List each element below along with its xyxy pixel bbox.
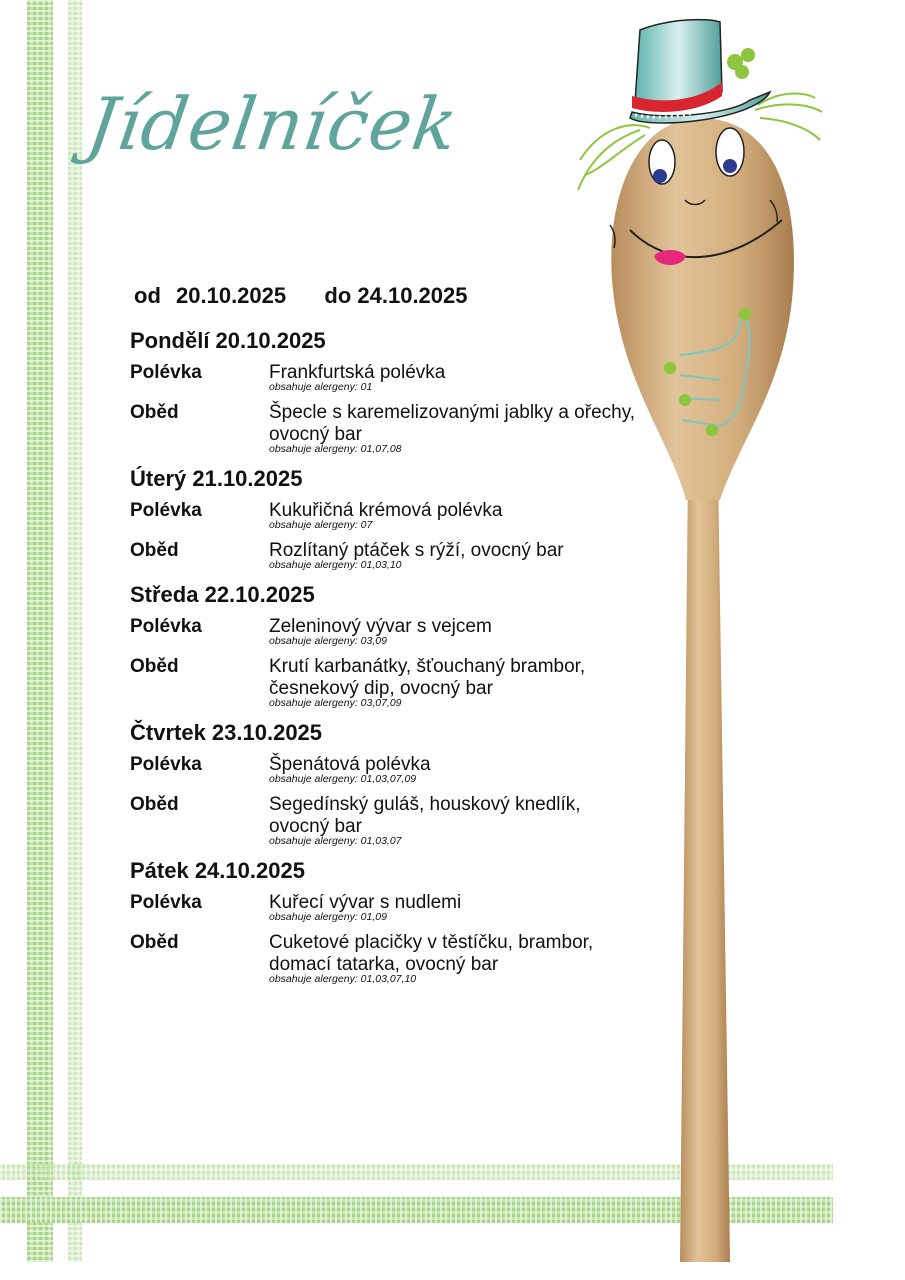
border-stripe-left-thin [68, 0, 82, 1262]
allergen-note: obsahuje alergeny: 01,09 [269, 911, 387, 923]
main-dish-line: Rozlítaný ptáček s rýží, ovocný bar [269, 540, 564, 561]
day-title: Pondělí 20.10.2025 [130, 328, 326, 353]
main-row [130, 794, 710, 847]
day-monday [130, 328, 710, 455]
allergen-note: obsahuje alergeny: 01,03,07,10 [269, 973, 417, 985]
day-title: Čtvrtek 23.10.2025 [130, 720, 323, 745]
soup-row [130, 892, 710, 923]
soup-row [130, 362, 710, 393]
hat [630, 20, 770, 123]
main-label: Oběd [130, 932, 179, 953]
soup-row [130, 754, 710, 785]
main-dish-line: domací tatarka, ovocný bar [269, 954, 499, 975]
day-wednesday [130, 582, 710, 709]
day-tuesday [130, 466, 710, 571]
main-dish-line: Špecle s karemelizovanými jablky a ořechy, [269, 402, 636, 423]
soup-dish: Kuřecí vývar s nudlemi [269, 892, 462, 913]
main-dish-line: Cuketové placičky v těstíčku, brambor, [269, 932, 594, 953]
allergen-note: obsahuje alergeny: 01,03,07 [269, 835, 402, 847]
soup-dish: Špenátová polévka [269, 754, 431, 775]
main-row [130, 932, 710, 985]
period-from-date: 20.10.2025 [176, 283, 287, 308]
day-title: Úterý 21.10.2025 [130, 466, 303, 491]
soup-dish: Zeleninový vývar s vejcem [269, 616, 492, 637]
allergen-note: obsahuje alergeny: 03,09 [269, 635, 387, 647]
main-dish-line: ovocný bar [269, 816, 362, 837]
soup-row [130, 500, 710, 531]
soup-dish: Kukuřičná krémová polévka [269, 500, 503, 521]
main-dish-line: Segedínský guláš, houskový knedlík, [269, 794, 581, 815]
border-stripe-left [27, 0, 53, 1262]
soup-label: Polévka [130, 616, 202, 637]
day-title: Středa 22.10.2025 [130, 582, 315, 607]
menu-period [134, 283, 468, 309]
period-to-label: do [324, 283, 352, 308]
day-friday [130, 858, 710, 985]
main-dish-line: ovocný bar [269, 424, 362, 445]
soup-row [130, 616, 710, 647]
soup-label: Polévka [130, 754, 202, 775]
allergen-note: obsahuje alergeny: 03,07,09 [269, 697, 402, 709]
main-label: Oběd [130, 540, 179, 561]
weekly-menu [130, 328, 710, 996]
main-row [130, 540, 710, 571]
day-thursday [130, 720, 710, 847]
allergen-note: obsahuje alergeny: 01,03,10 [269, 559, 402, 571]
main-row [130, 402, 710, 455]
allergen-note: obsahuje alergeny: 07 [269, 519, 373, 531]
main-row [130, 656, 710, 709]
main-label: Oběd [130, 656, 179, 677]
period-to-date: 24.10.2025 [357, 283, 468, 308]
soup-label: Polévka [130, 500, 202, 521]
soup-label: Polévka [130, 892, 202, 913]
soup-dish: Frankfurtská polévka [269, 362, 446, 383]
main-dish-line: Krutí karbanátky, šťouchaný brambor, [269, 656, 586, 677]
main-dish-line: česnekový dip, ovocný bar [269, 678, 493, 699]
main-label: Oběd [130, 794, 179, 815]
allergen-note: obsahuje alergeny: 01 [269, 381, 373, 393]
page-title: Jídelníček [82, 82, 464, 166]
allergen-note: obsahuje alergeny: 01,03,07,09 [269, 773, 417, 785]
soup-label: Polévka [130, 362, 202, 383]
allergen-note: obsahuje alergeny: 01,07,08 [269, 443, 402, 455]
period-from-label: od [134, 283, 161, 308]
day-title: Pátek 24.10.2025 [130, 858, 305, 883]
main-label: Oběd [130, 402, 179, 423]
